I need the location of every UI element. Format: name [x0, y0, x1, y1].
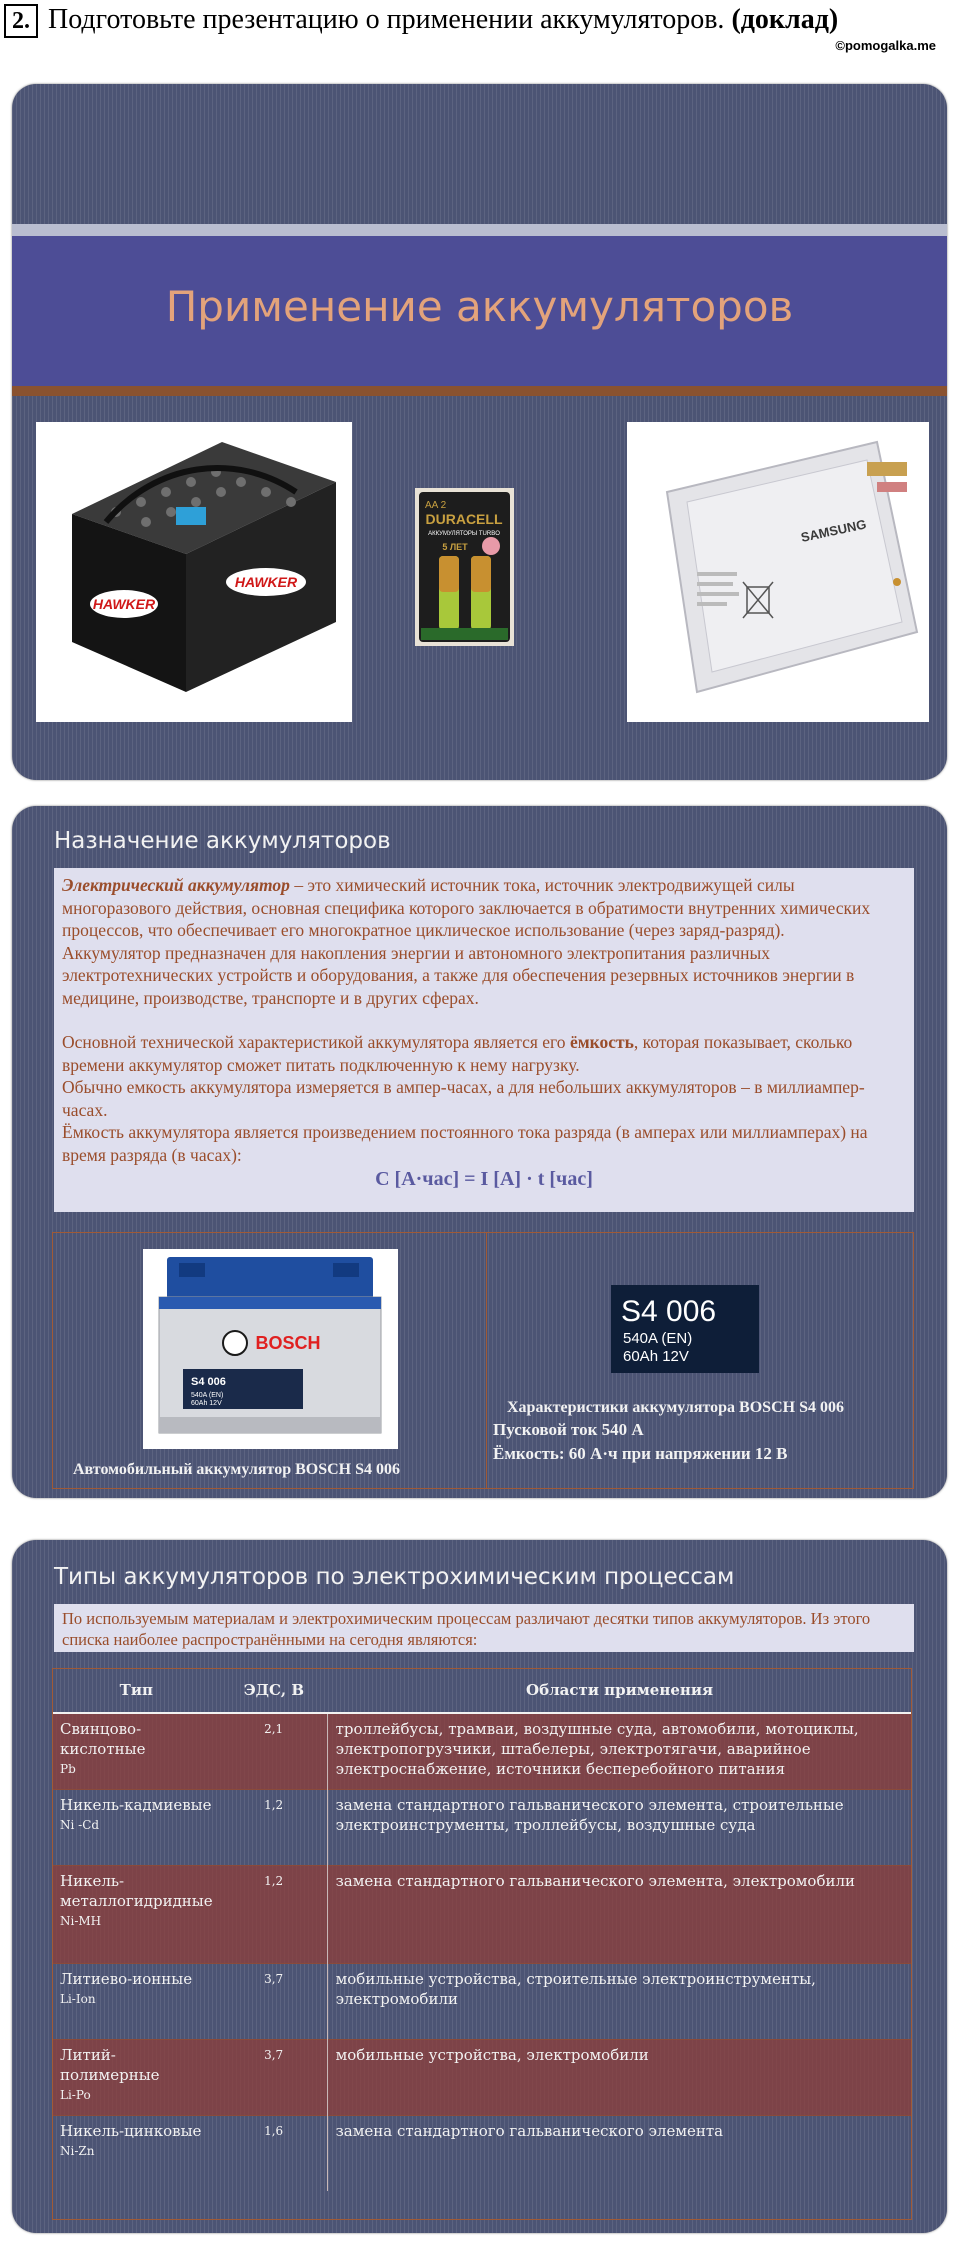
type-cell: [52, 1963, 221, 2039]
type-formula: Ni-Zn: [60, 2143, 95, 2158]
task-description: Подготовьте презентацию о применении аккумуляторов.: [48, 4, 725, 35]
table-row: [52, 2115, 912, 2191]
capacity-formula: C [А·час] = I [A] · t [час]: [375, 1168, 593, 1190]
samsung-logo: SAMSUNG: [799, 516, 868, 545]
uses-cell: мобильные устройства, строительные электроинструменты, электромобили: [327, 1963, 912, 2039]
para-product: Ёмкость аккумулятора является произведением постоянного тока разряда (в амперах или миллиамперах) на время разряда (в часах):: [62, 1122, 868, 1165]
samsung-battery-image: [627, 422, 929, 722]
uses-cell: замена стандартного гальванического элемента, электромобили: [327, 1865, 912, 1963]
emf-cell: 2,1: [221, 1713, 328, 1789]
type-cell: [52, 1789, 221, 1865]
spec-line2: Ёмкость: 60 А·ч при напряжении 12 В: [493, 1444, 788, 1463]
bosch-battery-image: [143, 1249, 398, 1449]
duracell-line: АККУМУЛЯТОРЫ TURBO: [428, 531, 500, 537]
type-cell: [52, 2039, 221, 2115]
duracell-pack-illustration: [415, 488, 514, 646]
bosch-brand: BOSCH: [255, 1333, 321, 1353]
emf-cell: 1,2: [221, 1865, 328, 1963]
uses-cell: замена стандартного гальванического элемента, строительные электроинструменты, троллейбусы, воздушные суда: [327, 1789, 912, 1865]
capacity-text-end: , которая показывает, сколько времени аккумулятор сможет питать подключенную к нему нагрузку.: [62, 1032, 853, 1075]
type-cell: [52, 2115, 221, 2191]
uses-cell: мобильные устройства, электромобили: [327, 2039, 912, 2115]
table-row: [52, 1865, 912, 1963]
battery-label-image: [611, 1285, 759, 1373]
para-capacity: [62, 1031, 906, 1076]
slide1-title: Применение аккумуляторов: [165, 282, 794, 331]
slide-band-top: [12, 224, 947, 236]
duracell-brand: DURACELL: [425, 511, 503, 527]
type-cell: [52, 1865, 221, 1963]
col-uses-header: Области применения: [327, 1668, 912, 1713]
duracell-pack-image: [415, 488, 514, 646]
term-electric-accumulator: Электрический аккумулятор: [62, 875, 290, 895]
emf-cell: 3,7: [221, 1963, 328, 2039]
bosch-battery-illustration: [143, 1249, 398, 1449]
type-formula: Li-Po: [60, 2087, 91, 2102]
table-header-row: [52, 1668, 912, 1713]
type-name: Литий-полимерные: [60, 2045, 160, 2084]
type-name: Литиево-ионные: [60, 1969, 193, 1988]
slide2-title: Назначение аккумуляторов: [54, 828, 391, 854]
uses-cell: замена стандартного гальванического элемента: [327, 2115, 912, 2191]
bosch-section: [52, 1232, 914, 1489]
type-cell: [52, 1713, 221, 1789]
label-line2: 60Ah 12V: [623, 1348, 689, 1365]
type-formula: Ni-MH: [60, 1913, 102, 1928]
bosch-small-line1: 540A (EN): [191, 1392, 224, 1399]
emf-cell: 1,2: [221, 1789, 328, 1865]
label-line1: 540A (EN): [623, 1330, 693, 1347]
type-name: Свинцово-кислотные: [60, 1720, 146, 1758]
emf-cell: 3,7: [221, 2039, 328, 2115]
slide-band-bottom: [12, 386, 947, 396]
slide-title-bar: [12, 236, 947, 386]
uses-cell: троллейбусы, трамваи, воздушные суда, автомобили, мотоциклы, электропогрузчики, штабелеры, электротягачи, аварийное электроснабжение, источники бесперебойного питания: [327, 1713, 912, 1789]
section-divider: [486, 1233, 487, 1488]
bosch-small-model: S4 006: [191, 1376, 226, 1388]
left-caption: Автомобильный аккумулятор BOSCH S4 006: [73, 1461, 401, 1478]
para-purpose: Аккумулятор предназначен для накопления энергии и автономного электропитания различных электротехнических устройств и оборудования, а также для обеспечения резервных источников энергии в медицине, производстве, транспорте и в других сферах.: [62, 942, 855, 1008]
slide-types: [12, 1540, 947, 2233]
task-number: 2.: [4, 4, 38, 38]
hawker-logo-left: HAWKER: [92, 596, 156, 612]
capacity-text-start: Основной технической характеристикой аккумулятора является его: [62, 1032, 570, 1052]
label-model: S4 006: [621, 1295, 717, 1328]
task-header: [4, 2, 954, 52]
definition-text: – это химический источник тока, источник электродвижущей силы многоразового действия, основная специфика которого заключается в обратимости внутренних химических процессов, что обеспечивает его многократное циклическое использование (через заряд-разряд).: [62, 875, 871, 940]
table-row: [52, 1713, 912, 1789]
type-name: Никель-кадмиевые: [60, 1795, 212, 1814]
hawker-logo-right: HAWKER: [234, 574, 298, 590]
type-name: Никель-металлогидридные: [60, 1871, 213, 1910]
capacity-term: ёмкость: [569, 1032, 634, 1052]
slide-applications: [12, 84, 947, 780]
duracell-size: AA 2: [425, 500, 447, 511]
type-formula: Pb: [60, 1762, 76, 1776]
col-emf-header: ЭДС, В: [221, 1668, 328, 1713]
type-formula: Li-Ion: [60, 1991, 96, 2006]
site-credit: ©pomogalka.me: [835, 38, 936, 53]
emf-cell: 1,6: [221, 2115, 328, 2191]
para-units: Обычно емкость аккумулятора измеряется в ампер-часах, а для небольших аккумуляторов – в миллиампер-часах.: [62, 1077, 865, 1120]
forklift-battery-illustration: [36, 422, 352, 722]
table-row: [52, 1789, 912, 1865]
slide-purpose: [12, 806, 947, 1498]
purpose-textbox: [54, 868, 914, 1212]
samsung-battery-illustration: [627, 422, 929, 722]
table-row: [52, 2039, 912, 2115]
spec-line1: Пусковой ток 540 А: [493, 1420, 644, 1439]
task-text: [48, 2, 838, 38]
duracell-years: 5 ЛЕТ: [442, 542, 468, 552]
table-row: [52, 1963, 912, 2039]
types-intro: По используемым материалам и электрохимическим процессам различают десятки типов аккумуляторов. Из этого списка наиболее распространёнными на сегодня являются:: [54, 1604, 914, 1652]
type-name: Никель-цинковые: [60, 2121, 202, 2140]
type-formula: Ni -Cd: [60, 1817, 100, 1832]
col-type-header: Тип: [52, 1668, 221, 1713]
spec-title: Характеристики аккумулятора BOSCH S4 006: [507, 1399, 844, 1416]
bosch-small-line2: 60Ah 12V: [191, 1400, 222, 1407]
battery-types-table: [52, 1668, 912, 2191]
battery-label-illustration: [611, 1285, 759, 1373]
para-definition: [62, 874, 906, 942]
task-tag: (доклад): [731, 4, 839, 35]
forklift-battery-image: [36, 422, 352, 722]
slide3-title: Типы аккумуляторов по электрохимическим процессам: [54, 1564, 735, 1590]
